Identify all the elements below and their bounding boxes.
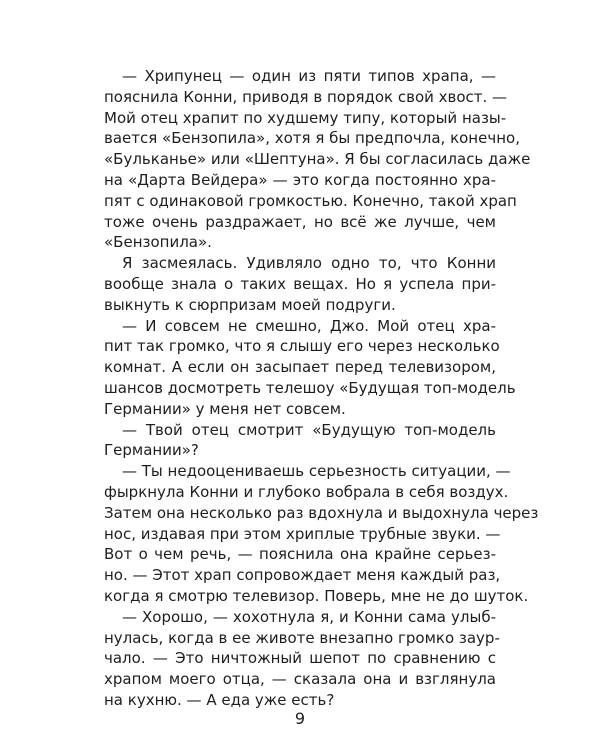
text-line: «Бульканье» или «Шептуна». Я бы согласилась даже — [104, 150, 531, 169]
text-line: нос, издавая при этом хриплые трубные звуки. — — [104, 524, 501, 543]
text-line: Вот о чем речь, — пояснила она крайне серьез- — [104, 545, 496, 564]
text-line: Я засмеялась. Удивляло одно то, что Конни — [122, 254, 496, 273]
page-number: 9 — [294, 709, 306, 728]
text-line: Германии» у меня нет совсем. — [104, 399, 346, 418]
text-line: — И совсем не смешно, Джо. Мой отец хра- — [122, 316, 496, 335]
text-line: вообще знала о таких вещах. Но я успела при- — [104, 275, 496, 293]
text-line: фыркнула Конни и глубоко вобрала в себя воздух. — [104, 483, 509, 501]
text-line: нулась, когда в ее животе внезапно громко заур- — [104, 628, 500, 647]
text-line: комнат. А если он засыпает перед телевизором, — [104, 358, 496, 377]
text-line: пит так громко, что я слышу его через несколько — [104, 337, 500, 356]
text-line: «Бензопила». — [104, 233, 212, 252]
text-line: пят с одинаковой громкостью. Конечно, такой храп — [104, 191, 517, 210]
text-line: — Твой отец смотрит «Будущую топ-модель — [122, 420, 496, 439]
text-line: тоже очень раздражает, но всё же лучше, чем — [104, 212, 496, 231]
text-line: на кухню. — А еда уже есть? — [104, 691, 335, 709]
text-line: Мой отец храпит по худшему типу, который назы- — [104, 108, 507, 127]
text-line: — Хрипунец — один из пяти типов храпа, — — [122, 67, 496, 85]
text-line: Германии»? — [104, 441, 199, 460]
text-line: пояснила Конни, приводя в порядок свой хвост. — — [104, 87, 508, 106]
text-line: — Ты недооцениваешь серьезность ситуации, — — [122, 462, 511, 481]
text-line: вается «Бензопила», хотя я бы предпочла, конечно, — [104, 129, 520, 148]
text-line: Затем она несколько раз вдохнула и выдохнула через — [104, 503, 539, 522]
text-line: — Хорошо, — хохотнула я, и Конни сама улыб- — [122, 607, 496, 626]
text-line: когда я смотрю телевизор. Поверь, мне не до шуток. — [104, 587, 529, 605]
text-line: но. — Этот храп сопровождает меня каждый раз, — [104, 566, 501, 585]
text-line: шансов досмотреть телешоу «Будущая топ-модель — [104, 379, 516, 397]
text-line: выкнуть к сюрпризам моей подруги. — [104, 295, 396, 314]
text-line: чало. — Это ничтожный шепот по сравнению с — [104, 649, 496, 668]
text-line: на «Дарта Вейдера» — это когда постоянно хра- — [104, 171, 496, 189]
text-line: храпом моего отца, — сказала она и взглянула — [104, 670, 496, 689]
